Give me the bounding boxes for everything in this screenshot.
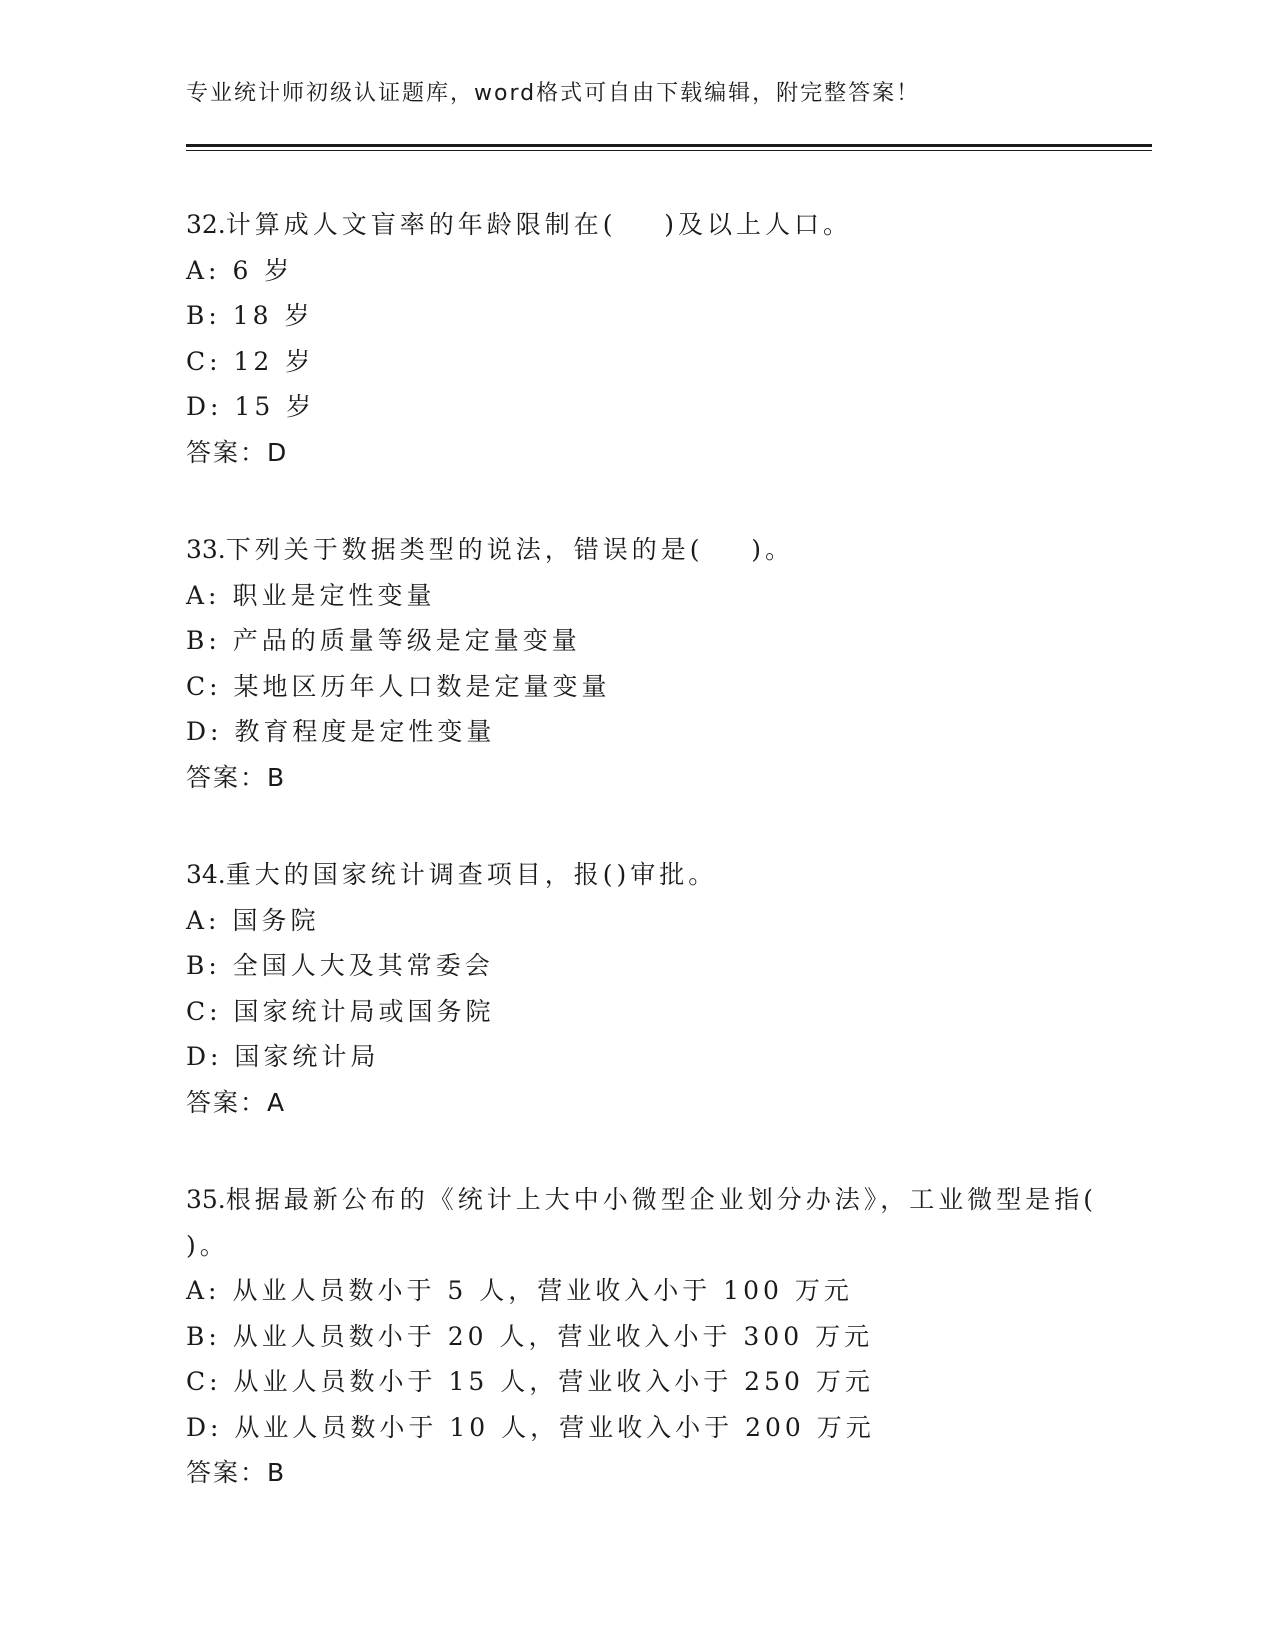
header-rule-thin	[186, 150, 1152, 151]
option-label: D:	[186, 1412, 223, 1442]
option-label: B:	[186, 951, 221, 980]
option-b	[186, 618, 1146, 664]
question-list	[186, 202, 1146, 1548]
option-label: C:	[186, 996, 222, 1026]
question-32	[186, 202, 1146, 475]
option-text: 全国人大及其常委会	[232, 951, 494, 980]
option-label: D:	[186, 392, 223, 421]
option-b	[186, 1314, 1146, 1360]
option-label: C:	[186, 346, 222, 376]
answer-line	[186, 430, 1146, 476]
answer-value: D	[267, 437, 289, 467]
option-label: C:	[186, 1367, 222, 1396]
option-a	[186, 898, 1146, 944]
option-text: 6 岁	[232, 255, 294, 285]
option-text: 产品的质量等级是定量变量	[232, 626, 581, 655]
question-stem	[186, 1177, 1146, 1268]
answer-label: 答案：	[186, 762, 268, 792]
option-c	[186, 339, 1146, 385]
option-a	[186, 248, 1146, 294]
option-text: 18 岁	[232, 301, 314, 330]
option-a	[186, 573, 1146, 619]
question-text: 下列关于数据类型的说法，错误的是( )。	[225, 535, 795, 564]
option-c	[186, 664, 1146, 710]
option-label: B:	[186, 626, 221, 655]
option-text: 从业人员数小于 10 人，营业收入小于 200 万元	[234, 1412, 875, 1442]
option-text: 教育程度是定性变量	[234, 717, 496, 746]
option-d	[186, 1405, 1146, 1451]
option-text: 职业是定性变量	[232, 580, 436, 610]
option-text: 国务院	[232, 905, 320, 935]
answer-value: B	[267, 762, 287, 792]
option-d	[186, 709, 1146, 755]
option-label: C:	[186, 671, 222, 701]
option-c	[186, 1359, 1146, 1405]
option-text: 从业人员数小于 15 人，营业收入小于 250 万元	[233, 1367, 874, 1396]
option-b	[186, 943, 1146, 989]
option-label: B:	[186, 301, 221, 330]
option-b	[186, 293, 1146, 339]
option-label: A:	[186, 255, 221, 285]
answer-line	[186, 1450, 1146, 1496]
option-text: 某地区历年人口数是定量变量	[233, 671, 611, 701]
option-d	[186, 384, 1146, 430]
question-number: 35.	[186, 1185, 226, 1214]
option-d	[186, 1034, 1146, 1080]
option-text: 12 岁	[233, 346, 315, 376]
question-number: 33.	[186, 535, 226, 564]
question-33	[186, 527, 1146, 800]
question-stem	[186, 202, 1146, 248]
option-label: A:	[186, 580, 221, 610]
option-label: D:	[186, 717, 223, 746]
answer-line	[186, 1080, 1146, 1126]
option-a	[186, 1268, 1146, 1314]
page-header: 专业统计师初级认证题库，word格式可自由下载编辑，附完整答案！	[186, 81, 921, 106]
option-text: 国家统计局	[234, 1042, 380, 1071]
answer-value: A	[267, 1087, 287, 1117]
option-label: D:	[186, 1042, 223, 1071]
question-34	[186, 852, 1146, 1125]
option-label: A:	[186, 905, 221, 935]
question-number: 32.	[186, 210, 226, 239]
question-stem	[186, 852, 1146, 898]
answer-label: 答案：	[186, 1458, 268, 1487]
question-text: 根据最新公布的《统计上大中小微型企业划分办法》，工业微型是指( )。	[186, 1185, 1145, 1260]
option-text: 国家统计局或国务院	[233, 996, 495, 1026]
option-label: A:	[186, 1276, 221, 1305]
option-text: 从业人员数小于 5 人，营业收入小于 100 万元	[232, 1276, 853, 1305]
answer-value: B	[267, 1458, 287, 1487]
option-text: 从业人员数小于 20 人，营业收入小于 300 万元	[232, 1321, 874, 1351]
question-text: 重大的国家统计调查项目，报()审批。	[225, 860, 718, 889]
answer-label: 答案：	[186, 437, 268, 467]
question-text: 计算成人文盲率的年龄限制在( )及以上人口。	[225, 210, 853, 239]
answer-line	[186, 755, 1146, 801]
option-label: B:	[186, 1321, 221, 1351]
question-stem	[186, 527, 1146, 573]
question-number: 34.	[186, 860, 226, 889]
header-rule-thick	[186, 144, 1152, 147]
option-c	[186, 989, 1146, 1035]
option-text: 15 岁	[234, 392, 316, 421]
answer-label: 答案：	[186, 1087, 268, 1117]
question-35	[186, 1177, 1146, 1496]
